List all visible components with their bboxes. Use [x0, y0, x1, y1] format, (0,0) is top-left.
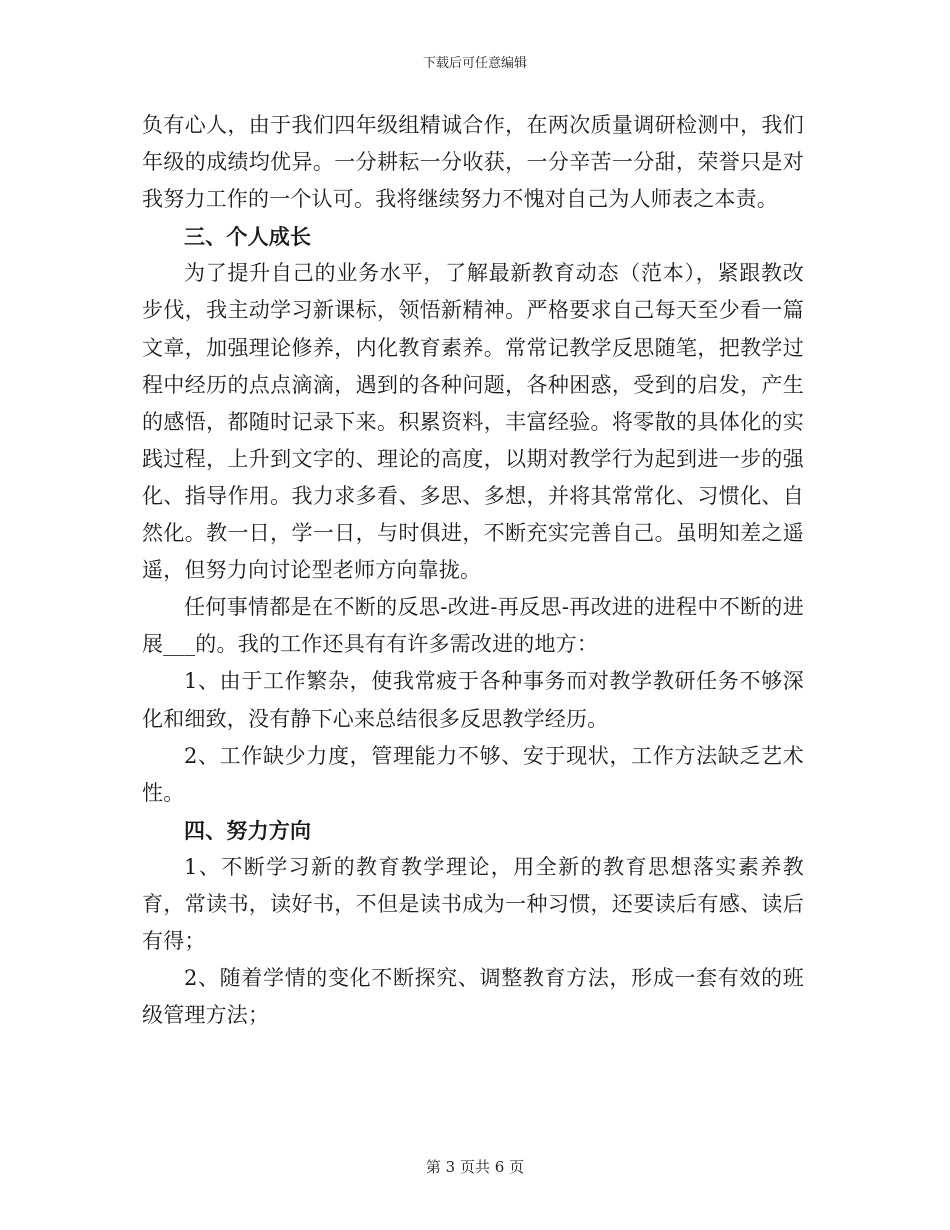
list-item-direction-2: 2、随着学情的变化不断探究、调整教育方法，形成一套有效的班级管理方法；	[142, 966, 804, 1028]
list-item-direction-1: 1、不断学习新的教育教学理论，用全新的教育思想落实素养教育，常读书，读好书，不但是读书成为一种习惯，还要读后有感、读后有得；	[142, 854, 804, 954]
section-heading-personal-growth: 三、个人成长	[184, 224, 312, 250]
document-body	[142, 107, 804, 1034]
list-item-shortcoming-1: 1、由于工作繁杂，使我常疲于各种事务而对教学教研任务不够深化和细致，没有静下心来总结很多反思教学经历。	[142, 669, 804, 731]
page-header: 下载后可任意编辑	[422, 56, 527, 71]
paragraph-personal-growth: 为了提升自己的业务水平，了解最新教育动态（范本），紧跟教改步伐，我主动学习新课标，领悟新精神。严格要求自己每天至少看一篇文章，加强理论修养，内化教育素养。常常记教学反思随笔，把教学过程中经历的点点滴滴，遇到的各种问题，各种困惑，受到的启发，产生的感悟，都随时记录下来。积累资料，丰富经验。将零散的具体化的实践过程，上升到文字的、理论的高度，以期对教学行为起到进一步的强化、指导作用。我力求多看、多思、多想，并将其常常化、习惯化、自然化。教一日，学一日，与时俱进，不断充实完善自己。虽明知差之遥遥，但努力向讨论型老师方向靠拢。	[142, 261, 804, 583]
page-number: 第 3 页共 6 页	[425, 1158, 525, 1176]
list-item-shortcoming-2: 2、工作缺少力度，管理能力不够、安于现状，工作方法缺乏艺术性。	[142, 743, 804, 805]
section-heading-direction: 四、努力方向	[184, 817, 312, 843]
paragraph-continuation: 负有心人，由于我们四年级组精诚合作，在两次质量调研检测中，我们年级的成绩均优异。一分耕耘一分收获，一分辛苦一分甜，荣誉只是对我努力工作的一个认可。我将继续努力不愧对自己为人师表之本责。	[142, 113, 804, 212]
paragraph-reflection: 任何事情都是在不断的反思-改进-再反思-再改进的进程中不断的进展___的。我的工作还具有有许多需改进的地方：	[142, 595, 804, 657]
